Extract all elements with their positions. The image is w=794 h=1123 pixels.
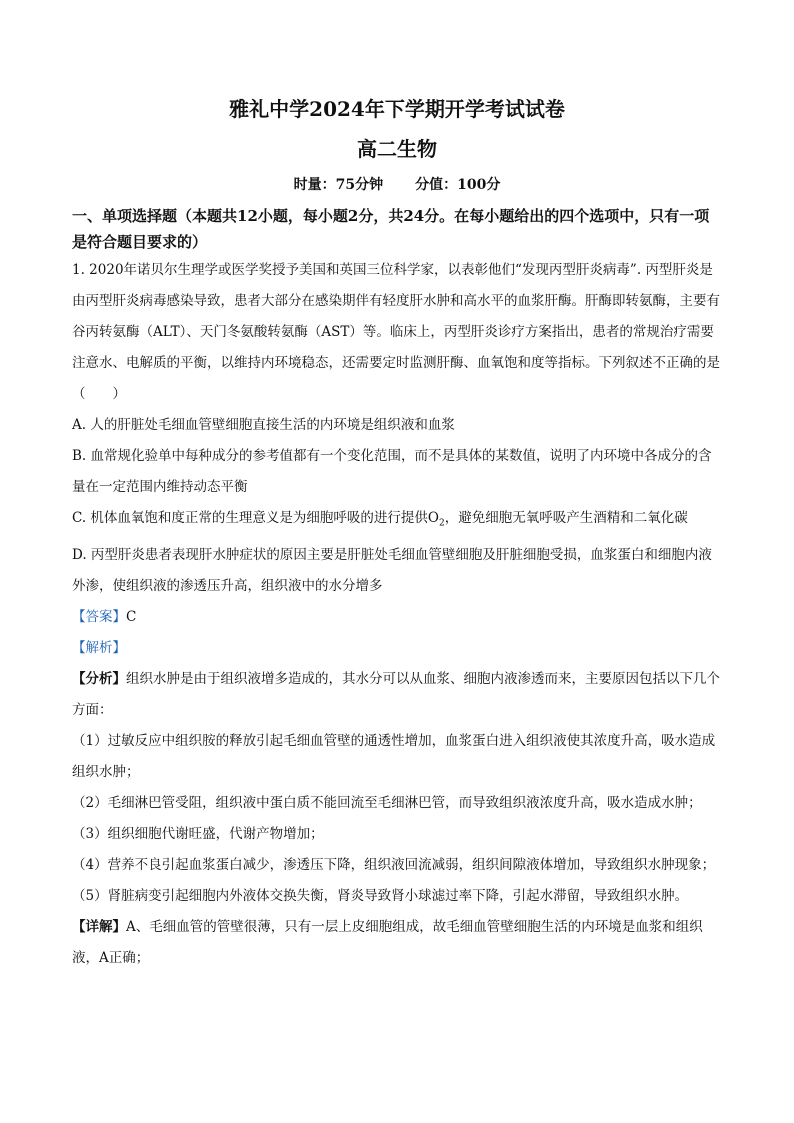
option-c-text-rest: ，避免细胞无氧呼吸产生酒精和二氧化碳 [444,510,688,526]
answer-label: 【答案】 [72,608,126,625]
analysis-point: （1）过敏反应中组织胺的释放引起毛细血管壁的通透性增加，血浆蛋白进入组织液使其浓度升高，吸水造成组织水肿； [72,732,716,780]
exam-score: 分值：100分 [415,177,501,193]
analysis-point: （3）组织细胞代谢旺盛，代谢产物增加； [72,825,324,842]
option-c [72,503,722,540]
fenxi-label: 【分析】 [72,670,126,687]
detail-text: A、毛细血管的管壁很薄，只有一层上皮细胞组成，故毛细血管壁细胞生活的内环境是血浆和组织液，A正确； [72,918,703,966]
exam-subject: 高二生物 [357,137,437,161]
option-c-text: C. 机体血氧饱和度正常的生理意义是为细胞呼吸的进行提供O [72,510,439,526]
fenxi-text: 组织水肿是由于组织液增多造成的，其水分可以从血浆、细胞内液渗透而来，主要原因包括以下几个方面： [72,670,720,718]
analysis-point: （4）营养不良引起血浆蛋白减少，渗透压下降，组织液回流减弱，组织间隙液体增加，导致组织水肿现象； [72,856,716,873]
analysis-label: 【解析】 [72,639,126,656]
exam-title: 雅礼中学2024年下学期开学考试试卷 [229,97,565,121]
question-stem: 1. 2020年诺贝尔生理学或医学奖授予美国和英国三位科学家，以表彰他们“发现丙型肝炎病毒”. 丙型肝炎是由丙型肝炎病毒感染导致，患者大部分在感染期伴有轻度肝水肿和高水平的血浆肝酶。肝酶即转氨酶，主要有谷丙转氨酶（ALT）、天门冬氨酸转氨酶（AST）等。临床上，丙型肝炎诊疗方案指出，患者的常规治疗需要注意水、电解质的平衡，以维持内环境稳态，还需要定时监测肝酶、血氧饱和度等指标。下列叙述不正确的是（ ） [72,262,720,402]
exam-meta [72,175,722,195]
option-a: A. 人的肝脏处毛细血管壁细胞直接生活的内环境是组织液和血浆 [72,417,455,433]
option-b: B. 血常规化验单中每种成分的参考值都有一个变化范围，而不是具体的某数值，说明了内环境中各成分的含量在一定范围内维持动态平衡 [72,448,712,495]
section-heading: 一、单项选择题（本题共12小题，每小题2分，共24分。在每小题给出的四个选项中，只有一项是符合题目要求的） [72,207,710,251]
option-d: D. 丙型肝炎患者表现肝水肿症状的原因主要是肝脏处毛细血管壁细胞及肝脏细胞受损，血浆蛋白和细胞内液外渗，使组织液的渗透压升高，组织液中的水分增多 [72,546,712,594]
document-page [72,95,722,974]
fenxi-paragraph [72,664,722,726]
answer-line [72,602,722,633]
detail-label: 【详解】 [72,918,126,935]
exam-time: 时量：75分钟 [293,177,384,193]
analysis-point: （2）毛细淋巴管受阻，组织液中蛋白质不能回流至毛细淋巴管，而导致组织液浓度升高，吸水造成水肿； [72,794,702,811]
analysis-line [72,633,722,664]
option-c-subscript: 2 [439,518,445,529]
detail-paragraph [72,912,722,974]
answer-value: C [126,608,137,625]
analysis-point: （5）肾脏病变引起细胞内外液体交换失衡，肾炎导致肾小球滤过率下降，引起水滞留，导致组织水肿。 [72,887,689,904]
